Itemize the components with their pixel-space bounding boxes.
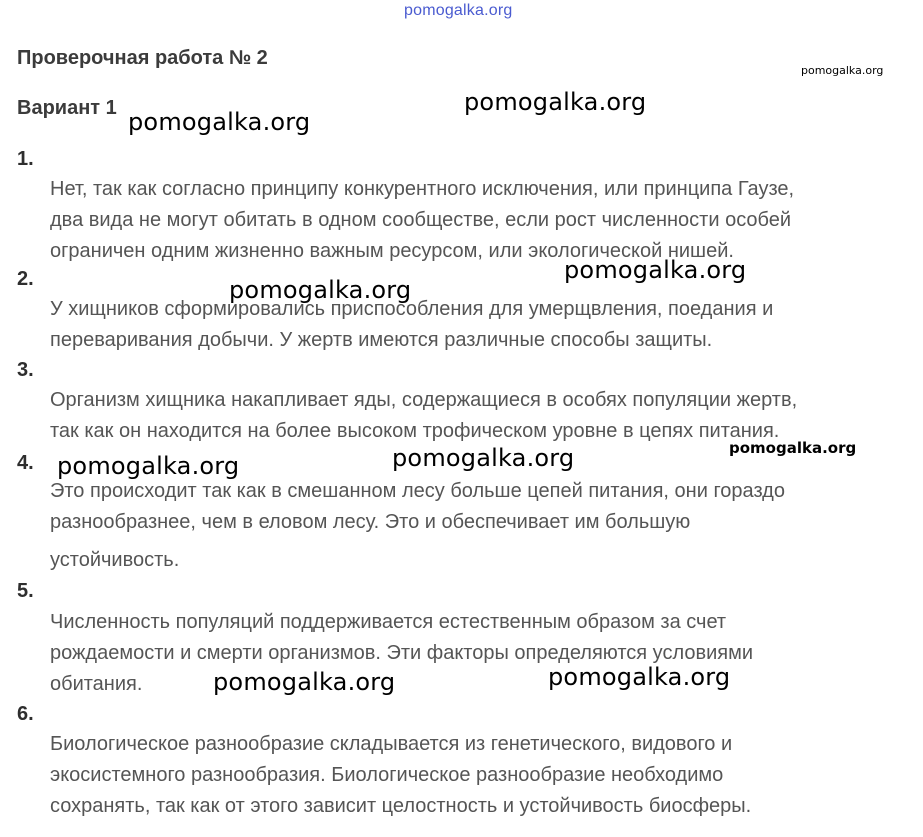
- answer-text: [50, 476, 920, 576]
- watermark-text: pomogalka.org: [392, 444, 575, 472]
- answer-line: Это происходит так как в смешанном лесу больше цепей питания, они гораздо: [50, 480, 785, 502]
- answer-line: ограничен одним жизненно важным ресурсом, или экологической нишей.: [50, 240, 734, 262]
- answer-line: разнообразнее, чем в еловом лесу. Это и обеспечивает им большую: [50, 511, 691, 533]
- answer-number: 5.: [17, 580, 34, 602]
- answer-line: Организм хищника накапливает яды, содержащиеся в особях популяции жертв,: [50, 389, 798, 411]
- watermark-text: pomogalka.org: [57, 452, 240, 480]
- variant-heading: Вариант 1: [17, 97, 117, 119]
- answer-line: рождаемости и смерти организмов. Эти факторы определяются условиями: [50, 642, 754, 664]
- answer-line: Нет, так как согласно принципу конкурентного исключения, или принципа Гаузе,: [50, 178, 795, 200]
- answer-line: сохранять, так как от этого зависит целостность и устойчивость биосферы.: [50, 795, 752, 817]
- answer-line: У хищников сформировались приспособления для умерщвления, поедания и: [50, 298, 774, 320]
- answer-text: [50, 607, 920, 700]
- watermark-text: pomogalka.org: [464, 88, 647, 116]
- answer-text: [50, 385, 920, 447]
- answer-text: [50, 294, 920, 356]
- watermark-text: pomogalka.org: [213, 668, 396, 696]
- answer-line: экосистемного разнообразия. Биологическое разнообразие необходимо: [50, 764, 724, 786]
- watermark-text: pomogalka.org: [564, 256, 747, 284]
- watermark-text: pomogalka.org: [128, 108, 311, 136]
- answer-number: 3.: [17, 359, 34, 381]
- answer-line: обитания.: [50, 673, 143, 695]
- answer-line: два вида не могут обитать в одном сообществе, если рост численности особей: [50, 209, 792, 231]
- watermark-text: pomogalka.org: [729, 439, 857, 457]
- watermark-text: pomogalka.org: [801, 64, 884, 77]
- answer-text: [50, 174, 920, 267]
- answer-line: устойчивость.: [50, 549, 180, 571]
- answer-number: 2.: [17, 268, 34, 290]
- watermark-text: pomogalka.org: [229, 276, 412, 304]
- answer-line: Численность популяций поддерживается естественным образом за счет: [50, 611, 727, 633]
- answer-number: 6.: [17, 703, 34, 725]
- answer-line: так как он находится на более высоком трофическом уровне в цепях питания.: [50, 420, 780, 442]
- site-link[interactable]: pomogalka.org: [404, 2, 513, 19]
- answer-line: переваривания добычи. У жертв имеются различные способы защиты.: [50, 329, 713, 351]
- answer-text: [50, 729, 920, 822]
- answer-number: 1.: [17, 148, 34, 170]
- answer-line: Биологическое разнообразие складывается из генетического, видового и: [50, 733, 733, 755]
- page-title: Проверочная работа № 2: [17, 47, 268, 69]
- watermark-text: pomogalka.org: [548, 663, 731, 691]
- answer-number: 4.: [17, 452, 34, 474]
